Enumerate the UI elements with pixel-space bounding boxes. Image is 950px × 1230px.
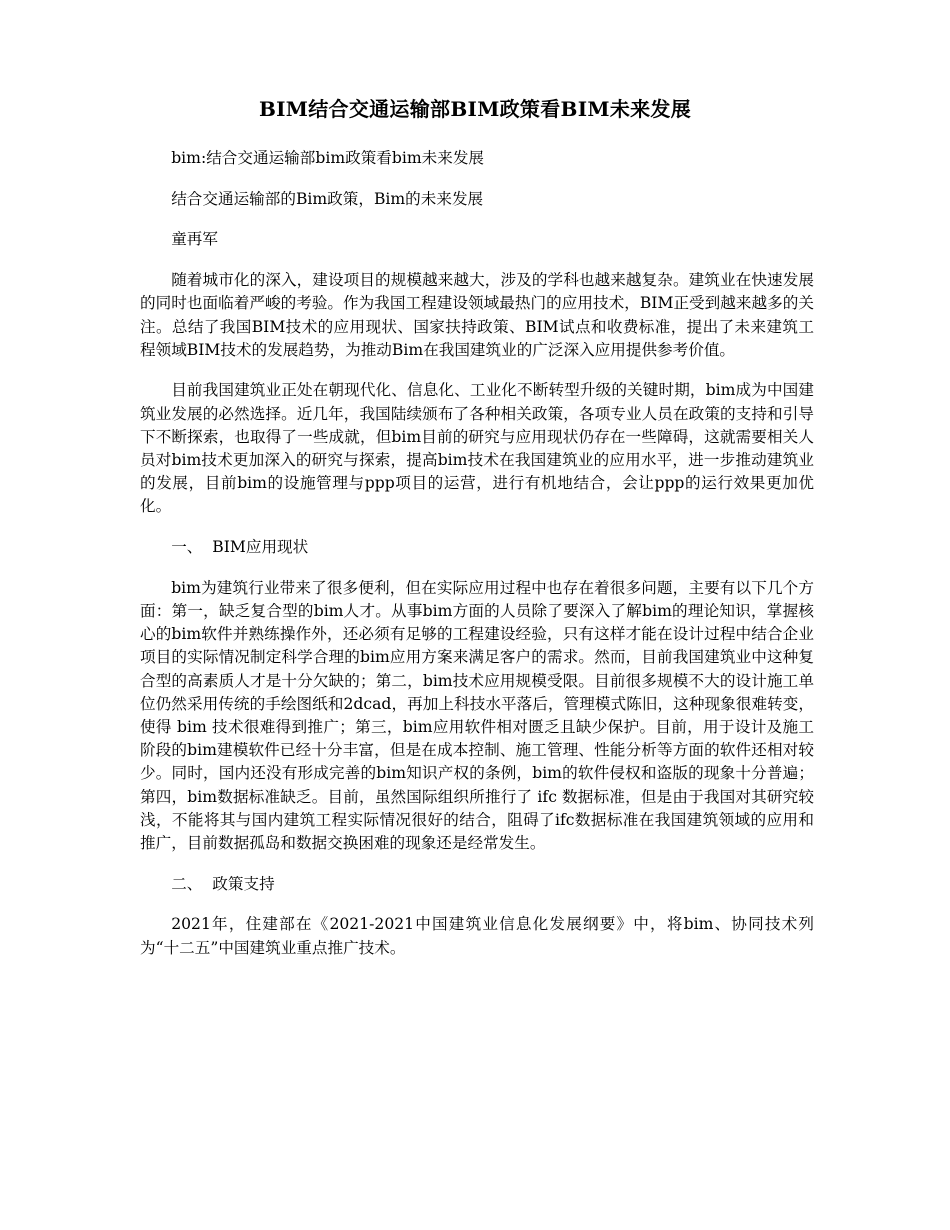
document-body [140,147,814,977]
section-heading-bim-status: 一、 BIM应用现状 [171,538,309,557]
document-subtitle: bim:结合交通运输部bim政策看bim未来发展 [171,149,485,167]
paragraph-intro: 随着城市化的深入，建设项目的规模越来越大，涉及的学科也越来越复杂。建筑业在快速发展的同时也面临着严峻的考验。作为我国工程建设领域最热门的应用技术，BIM正受到越来越多的关注。总结了我国BIM技术的应用现状、国家扶持政策、BIM试点和收费标准，提出了未来建筑工程领域BIM技术的发展趋势，为推动Bim在我国建筑业的广泛深入应用提供参考价值。 [140,271,814,359]
document-subject: 结合交通运输部的Bim政策，Bim的未来发展 [171,189,484,208]
document-author: 童再军 [171,230,218,249]
document-title: BIM结合交通运输部BIM政策看BIM未来发展 [258,97,692,121]
paragraph-policy-support: 2021年，住建部在《2021-2021中国建筑业信息化发展纲要》中，将bim、协同技术列为“十二五”中国建筑业重点推广技术。 [140,915,814,957]
paragraph-background: 目前我国建筑业正处在朝现代化、信息化、工业化不断转型升级的关键时期，bim成为中国建筑业发展的必然选择。近几年，我国陆续颁布了各种相关政策，各项专业人员在政策的支持和引导下不断探索，也取得了一些成就，但bim目前的研究与应用现状仍存在一些障碍，这就需要相关人员对bim技术更加深入的研究与探索，提高bim技术在我国建筑业的应用水平，进一步推动建筑业的发展，目前bim的设施管理与ppp项目的运营，进行有机地结合，会让ppp的运行效果更加优化。 [140,381,814,516]
section-heading-policy-support: 二、 政策支持 [171,874,275,893]
paragraph-bim-status: bim为建筑行业带来了很多便利，但在实际应用过程中也存在着很多问题，主要有以下几个方面：第一，缺乏复合型的bim人才。从事bim方面的人员除了要深入了解bim的理论知识，掌握核心的bim软件并熟练操作外，还必须有足够的工程建设经验，只有这样才能在设计过程中结合企业项目的实际情况制定科学合理的bim应用方案来满足客户的需求。然而，目前我国建筑业中这种复合型的高素质人才是十分欠缺的；第二，bim技术应用规模受限。目前很多规模不大的设计施工单位仍然采用传统的手绘图纸和2dcad，再加上科技水平落后，管理模式陈旧，这种现象很难转变，使得 bim 技术很难得到推广；第三，bim应用软件相对匮乏且缺少保护。目前，用于设计及施工阶段的bim建模软件已经十分丰富，但是在成本控制、施工管理、性能分析等方面的软件还相对较少。同时，国内还没有形成完善的bim知识产权的条例，bim的软件侵权和盗版的现象十分普遍；第四，bim数据标准缺乏。目前，虽然国际组织所推行了 ifc 数据标准，但是由于我国对其研究较浅，不能将其与国内建筑工程实际情况很好的结合，阻碍了ifc数据标准在我国建筑领域的应用和推广，目前数据孤岛和数据交换困难的现象还是经常发生。 [140,578,814,853]
